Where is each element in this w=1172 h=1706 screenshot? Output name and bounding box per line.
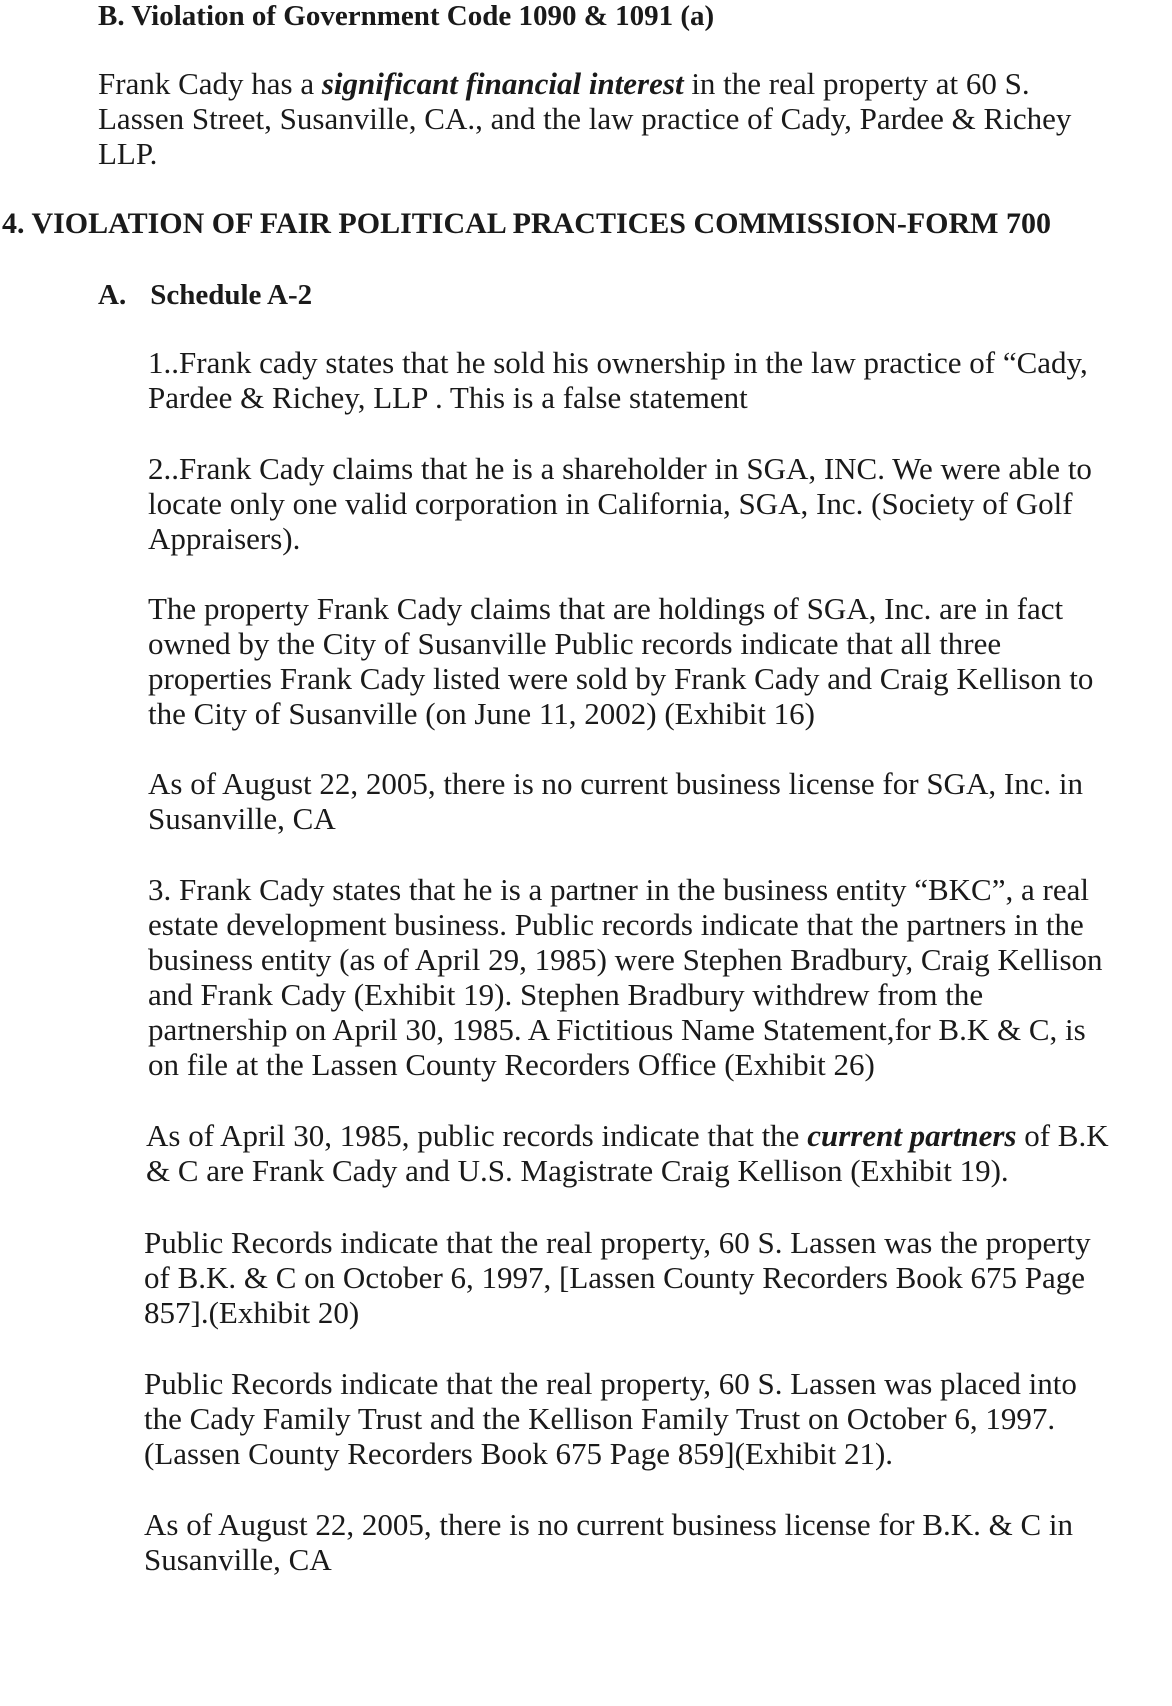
license-sga-line-1: As of August 22, 2005, there is no current business license for SGA, Inc. in — [148, 766, 1084, 801]
property-bkc-line-1: Public Records indicate that the real property, 60 S. Lassen was the property — [144, 1225, 1091, 1260]
item-3-line-1: 3. Frank Cady states that he is a partner in the business entity “BKC”, a real — [148, 872, 1089, 907]
item-3-line-5: partnership on April 30, 1985. A Fictitious Name Statement,for B.K & C, is — [148, 1012, 1086, 1047]
item-3-line-6: on file at the Lassen County Recorders Office (Exhibit 26) — [148, 1047, 875, 1082]
item-1-line-2: Pardee & Richey, LLP . This is a false statement — [148, 380, 748, 415]
property-para-line-2: owned by the City of Susanville Public records indicate that all three — [148, 626, 1002, 661]
property-para-line-4: the City of Susanville (on June 11, 2002) (Exhibit 16) — [148, 696, 815, 731]
item-3-line-3: business entity (as of April 29, 1985) were Stephen Bradbury, Craig Kellison — [148, 942, 1103, 977]
subsection-a-letter: A. — [98, 279, 127, 311]
license-sga-line-2: Susanville, CA — [148, 801, 336, 836]
partners-para-line-2: & C are Frank Cady and U.S. Magistrate Craig Kellison (Exhibit 19). — [146, 1153, 1009, 1188]
emphasis-significant-financial-interest: significant financial interest — [321, 66, 684, 101]
section-b-heading: B. Violation of Government Code 1090 & 1091 (a) — [98, 0, 715, 32]
property-para-line-1: The property Frank Cady claims that are holdings of SGA, Inc. are in fact — [148, 591, 1064, 626]
section-b-para-line-2: Lassen Street, Susanville, CA., and the law practice of Cady, Pardee & Richey — [98, 101, 1072, 136]
trust-para-line-3: (Lassen County Recorders Book 675 Page 859](Exhibit 21). — [144, 1436, 894, 1471]
partners-para-line-1: As of April 30, 1985, public records indicate that the current partners of B.K — [146, 1118, 1109, 1153]
property-bkc-line-2: of B.K. & C on October 6, 1997, [Lassen County Recorders Book 675 Page — [144, 1260, 1086, 1295]
property-bkc-line-3: 857].(Exhibit 20) — [144, 1295, 360, 1330]
property-para-line-3: properties Frank Cady listed were sold by Frank Cady and Craig Kellison to — [148, 661, 1094, 696]
emphasis-current-partners: current partners — [807, 1118, 1017, 1153]
item-3-line-2: estate development business. Public records indicate that the partners in the — [148, 907, 1084, 942]
item-2-line-3: Appraisers). — [148, 521, 301, 556]
section-b-para-line-1: Frank Cady has a significant financial interest in the real property at 60 S. — [98, 66, 1030, 101]
subsection-a-title: Schedule A-2 — [150, 279, 313, 311]
section-4-heading: 4. VIOLATION OF FAIR POLITICAL PRACTICES COMMISSION-FORM 700 — [2, 207, 1051, 240]
item-1-line-1: 1..Frank cady states that he sold his ownership in the law practice of “Cady, — [148, 345, 1088, 380]
subsection-a-heading — [98, 276, 312, 314]
item-3-line-4: and Frank Cady (Exhibit 19). Stephen Bradbury withdrew from the — [148, 977, 984, 1012]
trust-para-line-1: Public Records indicate that the real property, 60 S. Lassen was placed into — [144, 1366, 1077, 1401]
item-2-line-1: 2..Frank Cady claims that he is a shareholder in SGA, INC. We were able to — [148, 451, 1092, 486]
trust-para-line-2: the Cady Family Trust and the Kellison Family Trust on October 6, 1997. — [144, 1401, 1056, 1436]
item-2-line-2: locate only one valid corporation in California, SGA, Inc. (Society of Golf — [148, 486, 1073, 521]
license-bkc-line-2: Susanville, CA — [144, 1542, 332, 1577]
section-b-para-line-3: LLP. — [98, 136, 158, 171]
license-bkc-line-1: As of August 22, 2005, there is no current business license for B.K. & C in — [144, 1507, 1074, 1542]
